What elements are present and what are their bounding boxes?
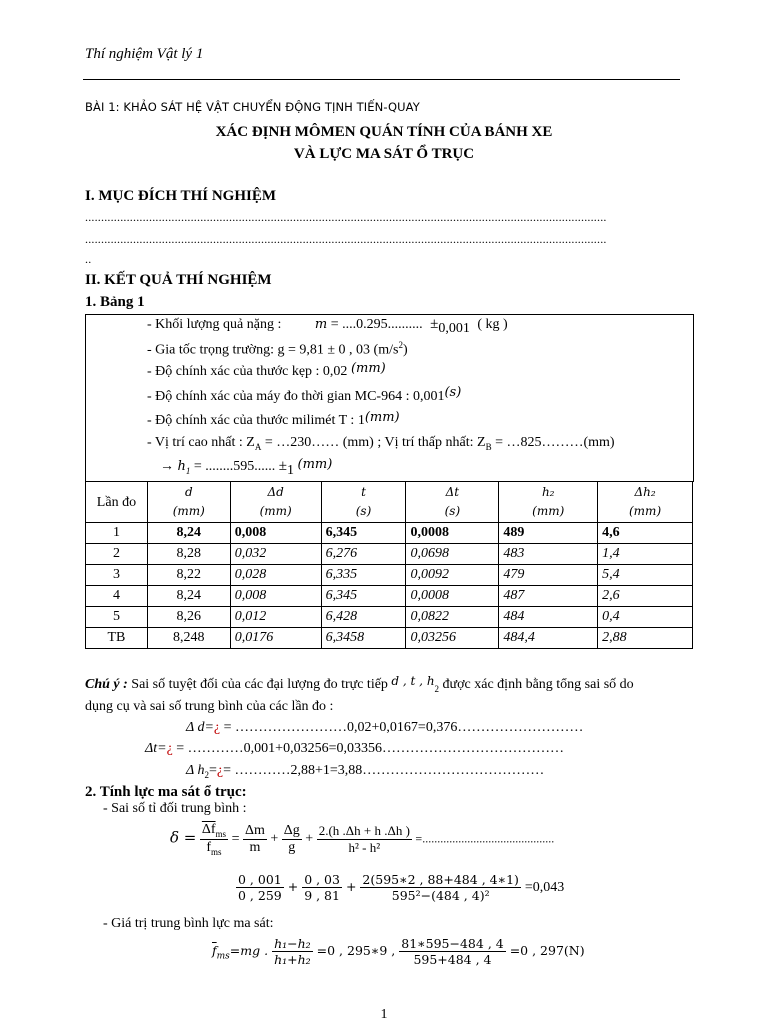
table-row (86, 523, 693, 544)
cell-h2: 483 (499, 544, 598, 565)
table-heading: 1. Bảng 1 (85, 294, 145, 310)
param-positions: - Vị trí cao nhất : $Z_A$ = …230…… (mm) ; Vị trí thấp nhất: $Z_B$ = …825………(mm) (147, 435, 615, 452)
cell-h2: 484 (499, 607, 598, 628)
cell-t: 6,345 (321, 523, 406, 544)
header-delta-h2: Δh₂ (mm) (598, 482, 693, 523)
answer-line-3: .. (85, 252, 92, 266)
table-header-row (86, 482, 693, 523)
cell-trial: 2 (86, 544, 148, 565)
cell-d: 8,248 (147, 628, 230, 649)
section-friction: 2. Tính lực ma sát ổ trục: (85, 784, 247, 800)
average-friction-label: - Giá trị trung bình lực ma sát: (103, 916, 274, 931)
cell-delta-h2: 2,6 (598, 586, 693, 607)
cell-t: 6,345 (321, 586, 406, 607)
cell-t: 6,428 (321, 607, 406, 628)
cell-d: 8,24 (147, 523, 230, 544)
cell-trial: 1 (86, 523, 148, 544)
main-title-line2: VÀ LỰC MA SÁT Ổ TRỤC (293, 146, 475, 162)
param-height: → $h_1 = ........595$...... ±1 (mm) (160, 457, 333, 478)
param-mass: - Khối lượng quả nặng : m = ....0.295.......... ±0,001 ( kg ) (147, 316, 508, 336)
cell-d: 8,28 (147, 544, 230, 565)
cell-delta-d: 0,0176 (230, 628, 321, 649)
section-results: II. KẾT QUẢ THÍ NGHIỆM (85, 272, 272, 288)
page-number: 1 (380, 1007, 388, 1022)
header-delta-t: Δt (s) (406, 482, 499, 523)
cell-delta-h2: 2,88 (598, 628, 693, 649)
table-row (86, 607, 693, 628)
cell-d: 8,24 (147, 586, 230, 607)
abs-error-d: Δ d=¿ = ……………………0,02+0,0167=0,376……………………… (186, 720, 584, 735)
cell-delta-t: 0,0698 (406, 544, 499, 565)
section-purpose: I. MỤC ĐÍCH THÍ NGHIỆM (85, 188, 276, 204)
note-line-1: Chú ý : Sai số tuyệt đối của các đại lượng đo trực tiếp d , t , $h_2$ được xác định bằng tổng sai số do (85, 674, 634, 694)
main-title-line1: XÁC ĐỊNH MÔMEN QUÁN TÍNH CỦA BÁNH XE (215, 124, 553, 140)
header-h2: h₂ (mm) (499, 482, 598, 523)
table-row (86, 565, 693, 586)
answer-line-2: ................................................................................................................................................................... (85, 232, 607, 246)
cell-h2: 489 (499, 523, 598, 544)
cell-h2: 487 (499, 586, 598, 607)
header-d: d (mm) (147, 482, 230, 523)
cell-delta-d: 0,028 (230, 565, 321, 586)
cell-delta-h2: 4,6 (598, 523, 693, 544)
measurement-table (85, 481, 693, 649)
cell-h2: 479 (499, 565, 598, 586)
cell-delta-h2: 0,4 (598, 607, 693, 628)
cell-delta-d: 0,008 (230, 586, 321, 607)
header-delta-d: Δd (mm) (230, 482, 321, 523)
header-trial: Lần đo (86, 482, 148, 523)
relative-error-formula: δ = $\frac{\overline{\Delta f}_{ms}}{\overline{f}_{ms}}$ = $\frac{\Delta m}{m}$ + $\frac{\Delta g}{g}$ + $\frac{2.(h .\Delta h + h .\Delta h )}{\text{h² - h²}}$ =............................................ (170, 822, 555, 857)
cell-trial: 5 (86, 607, 148, 628)
param-gravity: - Gia tốc trọng trường: g = 9,81 ± 0 , 03 $(m/s^2)$ (147, 340, 408, 358)
abs-error-t: Δt=¿ = …………0,001+0,03256=0,03356………………………………… (145, 741, 564, 756)
relative-error-calculation: $\frac{0 , 001}{0 , 259}$ + $\frac{0 , 03}{9 , 81}$ + $\frac{2(595∗2 , 88+484 , 4∗1)}{\text{595²−(484 , 4)²}}$ =0,043 (238, 872, 565, 903)
cell-t: 6,335 (321, 565, 406, 586)
table-row (86, 586, 693, 607)
lesson-title: BÀI 1: KHẢO SÁT HỆ VẬT CHUYỂN ĐỘNG TỊNH TIẾN-QUAY (85, 100, 420, 114)
page-header: Thí nghiệm Vật lý 1 (85, 46, 204, 62)
table-row (86, 544, 693, 565)
cell-delta-t: 0,0008 (406, 586, 499, 607)
cell-delta-t: 0,0822 (406, 607, 499, 628)
param-timer: - Độ chính xác của máy đo thời gian MC-964 : 0,001(s) (147, 385, 462, 404)
cell-t: 6,3458 (321, 628, 406, 649)
cell-delta-d: 0,008 (230, 523, 321, 544)
header-t: t (s) (321, 482, 406, 523)
param-ruler: - Độ chính xác của thước milimét T : 1(mm) (147, 410, 400, 428)
cell-d: 8,26 (147, 607, 230, 628)
cell-delta-t: 0,0092 (406, 565, 499, 586)
average-friction-formula: $\overline{f}_{ms}=mg$ . $\frac{\text{h₁−h₂}}{\text{h₁+h₂}}$ =0 , 295∗9 , $\frac{81∗595-484 , 4}{595+484 , 4}$ =0 , 297(N) (212, 936, 585, 967)
cell-delta-d: 0,012 (230, 607, 321, 628)
abs-error-h2: Δ $h_2=¿=$ …………2,88+1=3,88………………………………… (186, 763, 545, 780)
cell-delta-h2: 1,4 (598, 544, 693, 565)
relative-error-label: - Sai số tỉ đối trung bình : (103, 801, 247, 816)
note-line-2: dụng cụ và sai số trung bình của các lần đo : (85, 699, 334, 714)
header-rule (83, 79, 680, 80)
answer-line-1: ................................................................................................................................................................... (85, 210, 607, 224)
cell-trial: 4 (86, 586, 148, 607)
cell-trial: 3 (86, 565, 148, 586)
cell-t: 6,276 (321, 544, 406, 565)
cell-d: 8,22 (147, 565, 230, 586)
cell-trial: TB (86, 628, 148, 649)
cell-delta-d: 0,032 (230, 544, 321, 565)
table-row-average (86, 628, 693, 649)
param-caliper: - Độ chính xác của thước kẹp : 0,02 (mm) (147, 361, 386, 379)
cell-delta-t: 0,0008 (406, 523, 499, 544)
cell-h2: 484,4 (499, 628, 598, 649)
cell-delta-t: 0,03256 (406, 628, 499, 649)
cell-delta-h2: 5,4 (598, 565, 693, 586)
